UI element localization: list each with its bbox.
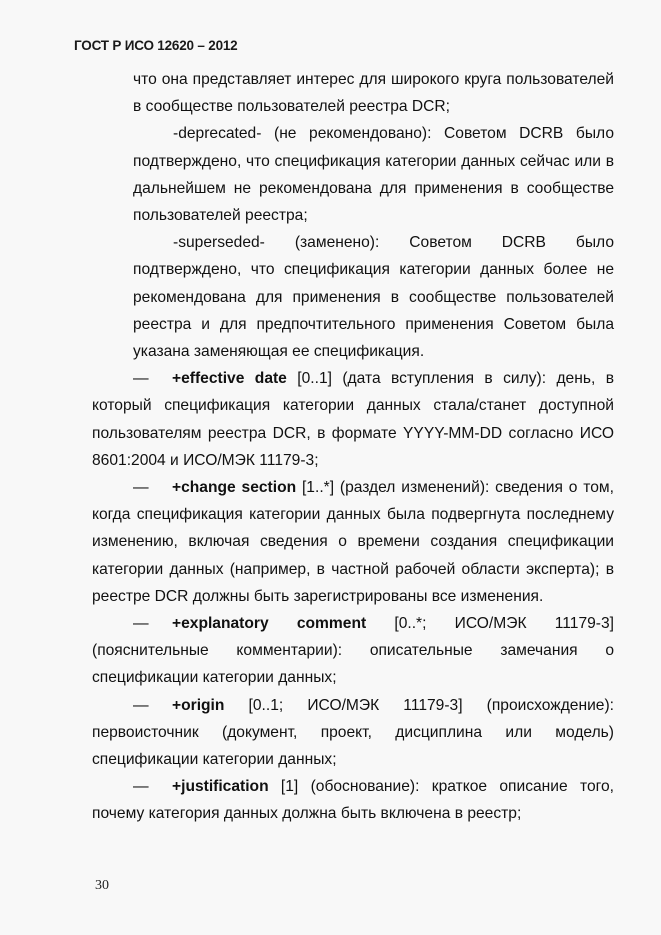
em-dash: — <box>133 370 149 388</box>
definition-superseded: (заменено): Советом DCRB было подтверждено, что спецификация категории данных более не рекомендована для применения в сообществе пользователей реестра и для предпочтительного применения Советом была указана заменяющая ее спецификация. <box>133 234 614 361</box>
term-superseded: -superseded- <box>173 234 265 252</box>
definition-deprecated: (не рекомендовано): Советом DCRB было подтверждено, что спецификация категории данных сейчас или в дальнейшем не рекомендована для применения в сообществе пользователей реестра; <box>133 125 614 225</box>
term-origin: +origin <box>172 696 225 714</box>
em-dash: — <box>133 479 149 497</box>
term-explanatory-comment: +explanatory comment <box>172 615 367 633</box>
list-item-justification <box>92 773 614 827</box>
em-dash: — <box>133 696 149 714</box>
term-deprecated: -deprecated- <box>173 125 262 143</box>
term-effective-date: +effective date <box>172 370 287 388</box>
document-header: ГОСТ Р ИСО 12620 – 2012 <box>74 38 238 53</box>
list-item-change-section <box>92 474 614 610</box>
em-dash: — <box>133 615 149 633</box>
definition-origin: [0..1; ИСО/МЭК 11179-3] (происхождение): первоисточник (документ, проект, дисциплина или модель) спецификации категории данных; <box>92 696 614 769</box>
paragraph-continuation: что она представляет интерес для широкого круга пользователей в сообществе пользователей реестра DCR; <box>133 71 614 116</box>
list-item-explanatory-comment <box>92 610 614 692</box>
list-item-effective-date <box>92 365 614 474</box>
document-body <box>92 66 614 828</box>
term-justification: +justification <box>172 778 269 796</box>
definition-justification: [1] (обоснование): краткое описание того, почему категория данных должна быть включена в реестр; <box>92 778 614 823</box>
definition-explanatory-comment: [0..*; ИСО/МЭК 11179-3] (пояснительные комментарии): описательные замечания о спецификации категории данных; <box>92 615 614 687</box>
definition-effective-date: [0..1] (дата вступления в силу): день, в который спецификация категории данных стала/станет доступной пользователям реестра DCR, в формате YYYY-MM-DD согласно ИСО 8601:2004 и ИСО/МЭК 11179-3; <box>92 370 614 469</box>
list-item-origin <box>92 692 614 774</box>
paragraph-superseded <box>133 229 614 365</box>
page-number: 30 <box>95 878 109 893</box>
definition-change-section: [1..*] (раздел изменений): сведения о том, когда спецификация категории данных была подвергнута последнему изменению, включая сведения о времени создания спецификации категории данных (например, в частной рабочей области эксперта); в реестре DCR должны быть зарегистрированы все изменения. <box>92 479 614 605</box>
em-dash: — <box>133 778 149 796</box>
term-change-section: +change section <box>172 479 297 497</box>
paragraph-deprecated <box>133 120 614 229</box>
